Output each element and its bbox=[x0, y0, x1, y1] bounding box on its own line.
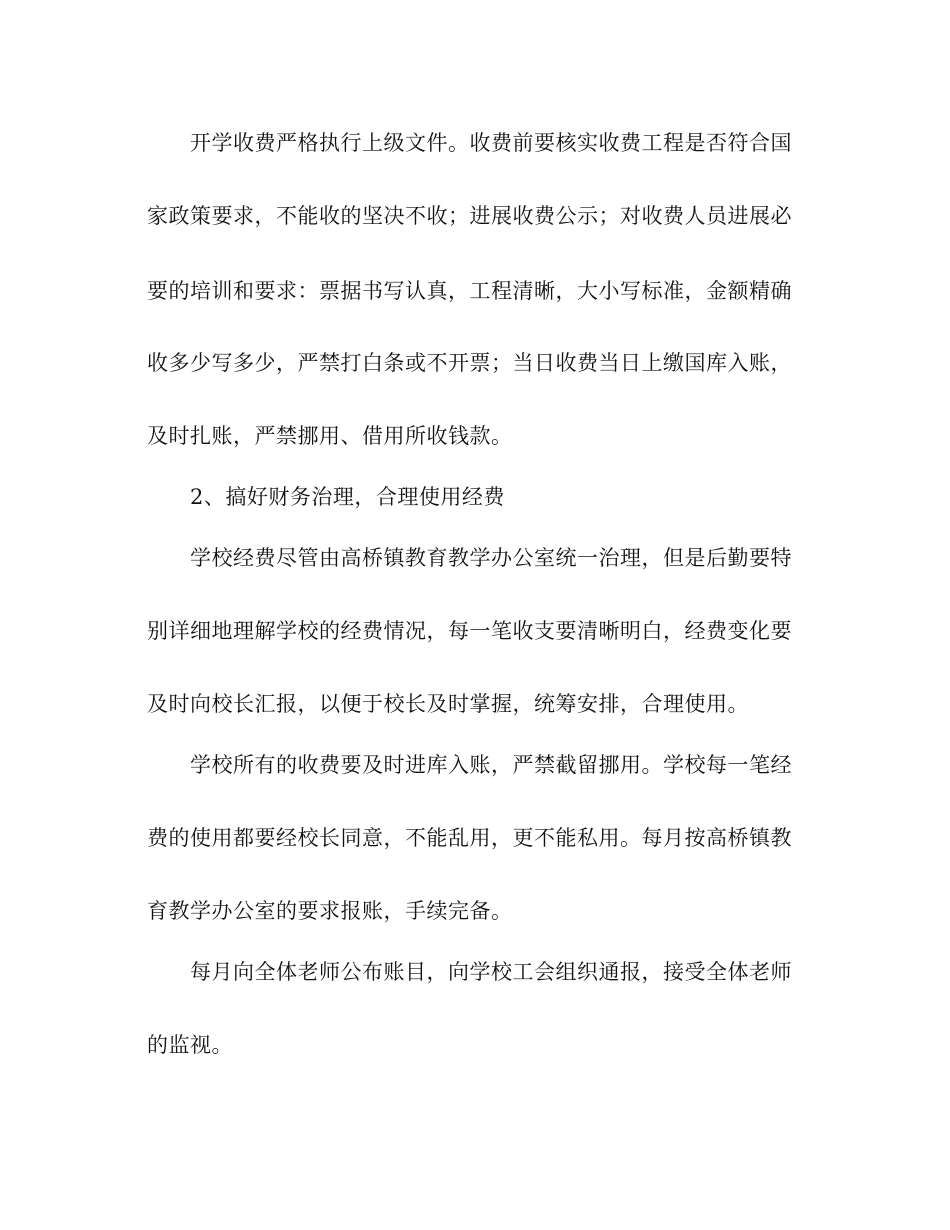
paragraph-line: 学校所有的收费要及时进库入账，严禁截留挪用。学校每一笔经 bbox=[190, 753, 792, 777]
paragraph-line: 每月向全体老师公布账目，向学校工会组织通报，接受全体老师 bbox=[190, 960, 792, 984]
paragraph-line: 开学收费严格执行上级文件。收费前要核实收费工程是否符合国 bbox=[190, 131, 792, 155]
paragraph-line: 费的使用都要经校长同意，不能乱用，更不能私用。每月按高桥镇教 bbox=[147, 826, 792, 850]
paragraph-line: 学校经费尽管由高桥镇教育教学办公室统一治理，但是后勤要特 bbox=[190, 546, 792, 570]
paragraph-line: 及时向校长汇报，以便于校长及时掌握，统筹安排，合理使用。 bbox=[147, 692, 749, 716]
paragraph-line: 家政策要求，不能收的坚决不收；进展收费公示；对收费人员进展必 bbox=[147, 204, 792, 228]
paragraph-line: 的监视。 bbox=[147, 1033, 233, 1057]
paragraph-line: 及时扎账，严禁挪用、借用所收钱款。 bbox=[147, 424, 513, 448]
section-heading: 2、搞好财务治理，合理使用经费 bbox=[190, 485, 505, 509]
paragraph-line: 别详细地理解学校的经费情况，每一笔收支要清晰明白，经费变化要 bbox=[147, 619, 792, 643]
paragraph-line: 要的培训和要求：票据书写认真，工程清晰，大小写标准，金额精确 bbox=[147, 279, 792, 303]
paragraph-line: 收多少写多少，严禁打白条或不开票；当日收费当日上缴国库入账， bbox=[147, 351, 792, 375]
paragraph-line: 育教学办公室的要求报账，手续完备。 bbox=[147, 899, 513, 923]
